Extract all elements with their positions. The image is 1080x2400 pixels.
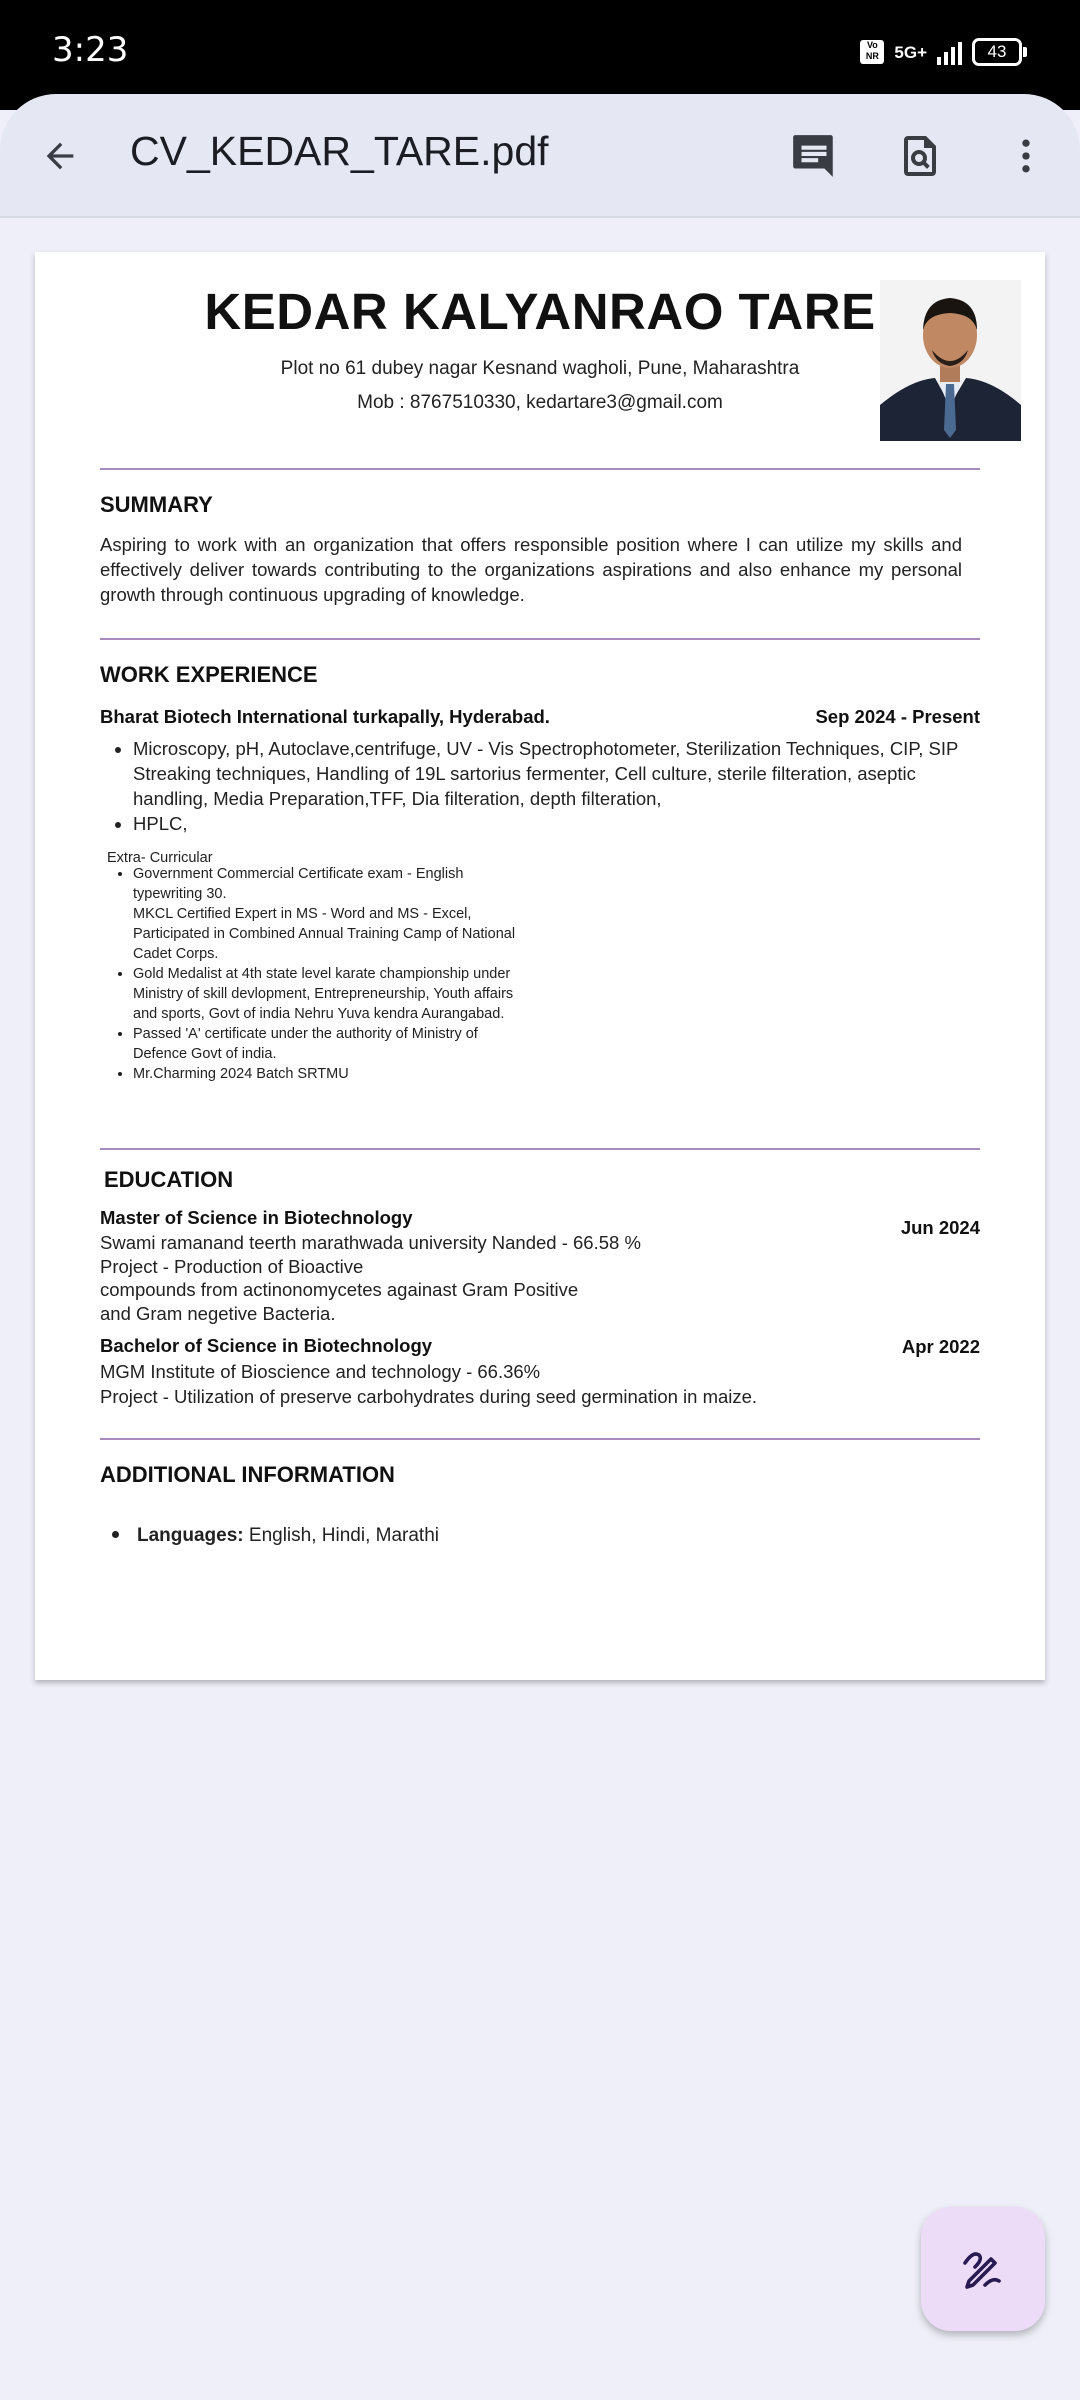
cv-address: Plot no 61 dubey nagar Kesnand wagholi, Pune, Maharashtra: [280, 358, 800, 379]
languages-label: Languages:: [137, 1525, 244, 1546]
list-item: • Passed 'A' certificate under the authority of Ministry of Defence Govt of india.: [133, 1024, 523, 1064]
find-in-page-icon: [896, 132, 944, 180]
back-button[interactable]: [30, 126, 90, 186]
divider: [100, 468, 980, 470]
cv-name: KEDAR KALYANRAO TARE: [204, 283, 876, 340]
work-company: Bharat Biotech International turkapally, Hyderabad.: [100, 706, 550, 727]
back-arrow-icon: [40, 136, 80, 176]
search-in-document-button[interactable]: [888, 124, 952, 188]
education-date: Jun 2024: [900, 1217, 980, 1238]
languages-item: [100, 1525, 439, 1547]
pdf-page[interactable]: [35, 252, 1045, 1680]
education-line: MGM Institute of Bioscience and technology - 66.36%: [100, 1361, 541, 1382]
education-degree: Bachelor of Science in Biotechnology: [100, 1335, 433, 1356]
more-options-button[interactable]: [994, 124, 1058, 188]
comment-icon: [789, 131, 839, 181]
battery-level: 43: [987, 42, 1007, 61]
education-line: and Gram negetive Bacteria.: [100, 1303, 336, 1324]
document-title: CV_KEDAR_TARE.pdf: [130, 128, 549, 174]
work-skills-list: [100, 736, 993, 836]
list-item: • Gold Medalist at 4th state level karate championship under Ministry of skill devlopment, Entrepreneurship, Youth affairs and sports, Govt of india Nehru Yuva kendra Aurangabad.: [133, 964, 523, 1024]
battery-icon: [972, 38, 1022, 66]
signal-icon: [937, 39, 962, 65]
divider: [100, 1148, 980, 1150]
cv-contact: Mob : 8767510330, kedartare3@gmail.com: [357, 392, 723, 413]
summary-heading: SUMMARY: [100, 492, 213, 517]
volte-icon: Vo NR: [860, 40, 884, 64]
status-icons: [860, 38, 1022, 66]
list-item: • HPLC,: [133, 811, 993, 836]
education-line: compounds from actinonomycetes againast Gram Positive: [100, 1279, 579, 1300]
app-bar: [0, 94, 1080, 218]
summary-text: Aspiring to work with an organization that offers responsible position where I can utilize my skills and effectively deliver towards contributing to the organizations aspirations and also enhance my personal growth through continuous upgrading of knowledge.: [100, 534, 962, 605]
work-period: Sep 2024 - Present: [815, 706, 980, 727]
profile-photo: [880, 280, 1021, 441]
network-type: 5G+: [894, 42, 927, 62]
education-date: Apr 2022: [901, 1336, 980, 1357]
status-time: 3:23: [52, 30, 129, 70]
work-experience-heading: WORK EXPERIENCE: [100, 662, 318, 687]
list-item: • Microscopy, pH, Autoclave,centrifuge, UV - Vis Spectrophotometer, Sterilization Techniques, CIP, SIP Streaking techniques, Handling of 19L sartorius fermenter, Cell culture, sterile filteration, aseptic handling, Media Preparation,TFF, Dia filteration, depth filteration,: [133, 736, 993, 811]
edit-pen-icon: [959, 2245, 1007, 2293]
education-line: Project - Utilization of preserve carbohydrates during seed germination in maize.: [100, 1386, 758, 1407]
comments-button[interactable]: [782, 124, 846, 188]
divider: [100, 638, 980, 640]
education-line: Swami ramanand teerth marathwada university Nanded - 66.58 %: [100, 1232, 641, 1253]
education-line: Project - Production of Bioactive: [100, 1256, 364, 1277]
education-degree: Master of Science in Biotechnology: [100, 1207, 413, 1228]
languages-value: English, Hindi, Marathi: [243, 1525, 439, 1546]
list-item: • Government Commercial Certificate exam - English typewriting 30. MKCL Certified Expert in MS - Word and MS - Excel, Participated in Combined Annual Training Camp of National Cadet Corps.: [133, 864, 523, 964]
divider: [100, 1438, 980, 1440]
additional-info-heading: ADDITIONAL INFORMATION: [100, 1462, 395, 1487]
extra-curricular-title: Extra- Curricular: [107, 850, 213, 866]
annotate-fab-button[interactable]: [921, 2207, 1045, 2331]
list-item: • Mr.Charming 2024 Batch SRTMU: [133, 1064, 523, 1084]
education-heading: EDUCATION: [104, 1167, 234, 1192]
extra-curricular-list: [100, 864, 523, 1084]
more-vert-icon: [1004, 134, 1048, 178]
